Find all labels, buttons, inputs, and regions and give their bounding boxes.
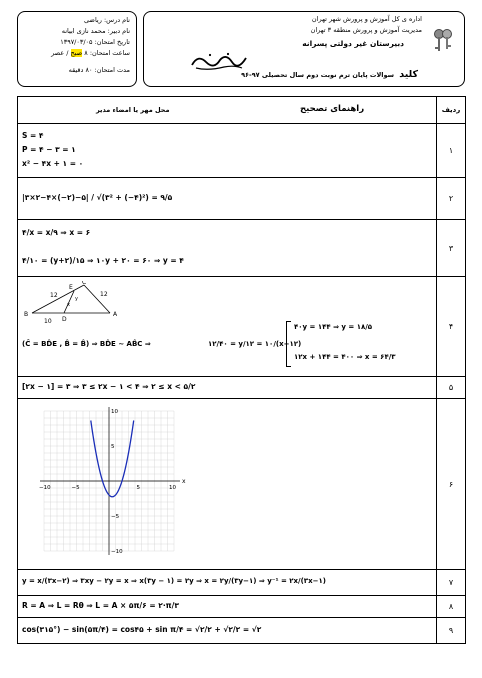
parabola-graph [24,401,192,565]
label-10: 10 [44,318,52,325]
school-line: دبیرستان غیر دولتی پسرانه [302,39,404,48]
row-number: ۷ [437,570,466,596]
x-axis-label: x [182,478,186,485]
row4-eq2: ۱۲x + ۱۴۴ = ۴۰۰ ⇒ x = ۶۴/۳ [294,353,396,361]
label-e: E [69,284,73,291]
row7-line1: y = x/(۳x−۲) ⇒ ۳xy − ۲y = x ⇒ x(۳y − ۱) = ۲y ⇒ x = ۲y/(۳y−۱) ⇒ y⁻¹ = ۲x/(۳x−۱) [22,577,326,585]
label-12-left: 12 [50,292,58,299]
table-row [18,220,466,277]
row-number: ۶ [437,399,466,570]
subject-label: نام درس: ریاضی [84,16,130,24]
row3-line2: ۴/۱۰ = (y+۲)/۱۵ ⇒ ۱۰y + ۲۰ = ۶۰ ⇒ y = ۴ [22,256,184,265]
table-row [18,124,466,178]
table-row [18,399,466,570]
table-row [18,178,466,220]
row2-line1: |۳×۲−۴×(−۲)−۵| / √(۳² + (−۴)²) = ۹/۵ [22,193,173,202]
row3-line1: ۴/x = x/۹ ⇒ x = ۶ [22,228,91,237]
key-label: کلید [399,69,418,80]
system-brace [286,321,291,367]
label-b: B [24,311,29,318]
answer-key-table [17,96,466,644]
table-row [18,596,466,618]
y-tick-label: 10 [111,409,118,415]
time-label: ساعت امتحان: ۸ صبح / عصر [51,49,130,57]
row9-line1: cos(۳۱۵°) − sin(۵π/۴) = cos۴۵ + sin π/۴ = √۲/۲ + √۲/۲ = √۲ [22,625,262,634]
teacher-label: نام دبیر: محمد نازی ابیانه [61,27,130,35]
row5-line1: [۲x − ۱] = ۳ ⇒ ۳ ≤ ۲x − ۱ < ۴ ⇒ ۲ ≤ x < ۵/۲ [22,382,196,391]
x-tick-label: −10 [39,485,51,491]
label-d: D [62,316,67,323]
school-info-box [143,11,465,87]
exam-info-box [17,11,137,87]
row4-ratio: ۱۲/۴۰ = y/۱۲ = ۱۰/(x+۱۲) [208,340,302,348]
y-tick-label: −10 [111,549,123,555]
x-tick-label: −5 [71,485,80,491]
row-header: ردیف [437,97,466,124]
district-line: مدیریت آموزش و پرورش منطقه ۳ تهران [310,26,422,34]
triangle-figure [22,281,132,329]
label-x: x [67,302,70,308]
row4-similarity: (Ĉ = BD̂E , B̂ = B̂) ⇒ BD̂E ~ AB̂C ⇒ [22,340,151,348]
row1-line2: P = ۴ − ۳ = ۱ [22,145,76,154]
row8-line1: R = A ⇒ L = Rθ ⇒ L = A × ۵π/۶ = ۲·π/۳ [22,601,179,610]
label-a: A [113,311,118,318]
row-number: ۲ [437,178,466,220]
row1-line1: S = ۴ [22,131,44,140]
date-label: تاریخ امتحان: ۱۳۹۷/۰۳/۰۵ [60,38,130,46]
label-y: y [75,296,78,302]
row4-eq1: ۴۰y = ۱۴۴ ⇒ y = ۱۸/۵ [294,323,373,331]
x-tick-label: 10 [169,485,176,491]
x-tick-label: 5 [136,485,140,491]
row-number: ۵ [437,377,466,399]
table-row [18,570,466,596]
guide-header: راهنمای تصحیح [300,104,365,114]
row-number: ۳ [437,220,466,277]
label-12-right: 12 [100,291,108,298]
table-row [18,377,466,399]
duration-label: مدت امتحان: ۸۰ دقیقه [68,66,130,74]
y-tick-label: 5 [111,444,115,450]
table-row [18,277,466,377]
row1-line3: x² − ۴x + ۱ = ۰ [22,159,84,168]
keys-icon [432,28,454,54]
signature-header: محل مهر یا امضاء مدیر [96,106,170,114]
school-logo [188,50,248,72]
table-row [18,618,466,644]
label-c: C [82,281,87,286]
exam-title: سوالات پایان ترم نوبت دوم سال تحصیلی ۹۷-۹۶ [241,71,394,79]
row-number: ۸ [437,596,466,618]
table-header-row [18,97,466,124]
row-number: ۴ [437,277,466,377]
row-number: ۱ [437,124,466,178]
office-line: اداره ی کل آموزش و پرورش شهر تهران [311,15,422,23]
time-highlight: صبح [70,49,83,57]
side-ca [84,285,110,313]
row-number: ۹ [437,618,466,644]
y-tick-label: −5 [111,514,120,520]
logo-calligraphy [188,50,248,72]
